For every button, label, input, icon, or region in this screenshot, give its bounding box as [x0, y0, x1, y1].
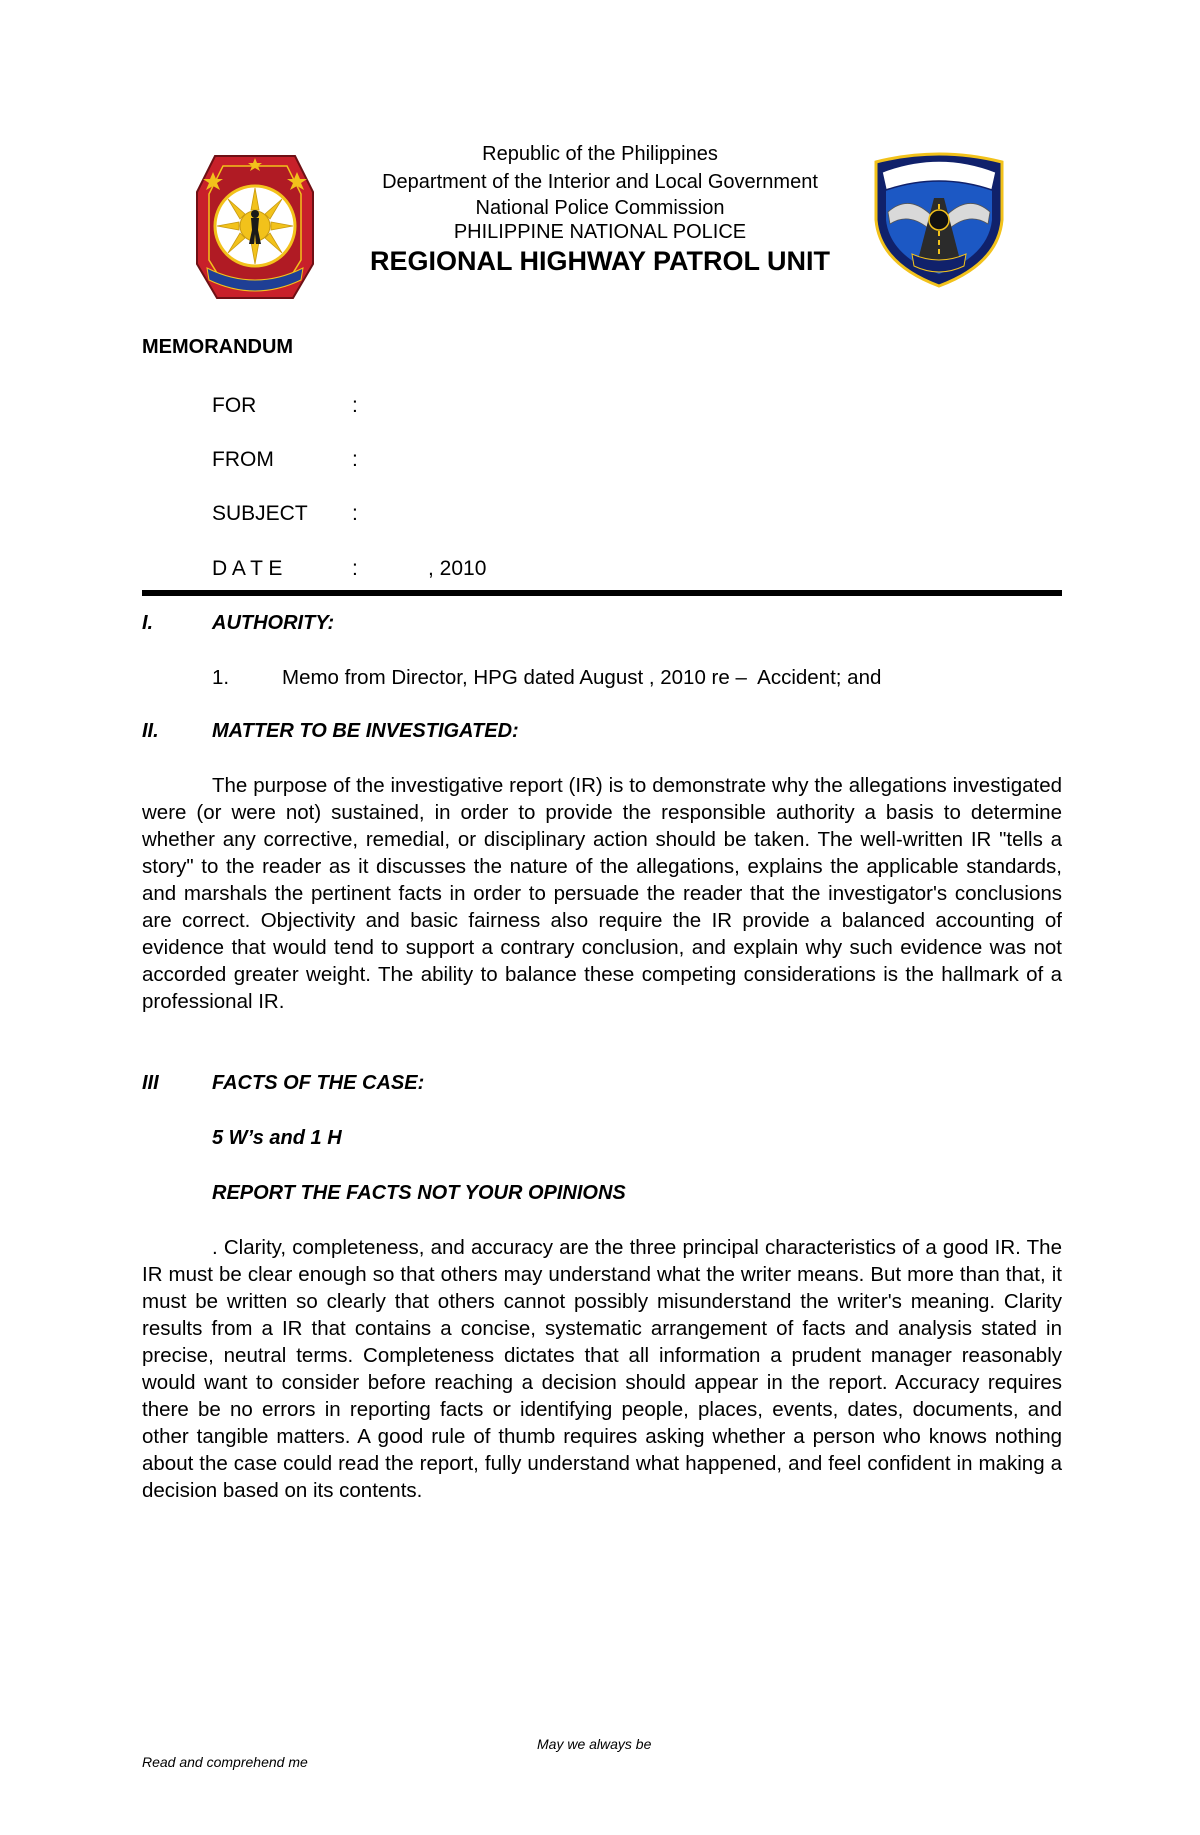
- section-matter-title: MATTER TO BE INVESTIGATED:: [212, 720, 519, 742]
- header-dilg: Department of the Interior and Local Government: [382, 171, 818, 193]
- footer-center-text: May we always be: [537, 1736, 652, 1752]
- facts-subheading-5w1h: 5 W’s and 1 H: [212, 1127, 342, 1149]
- memo-title: MEMORANDUM: [142, 336, 294, 358]
- field-colon-subject: :: [352, 502, 358, 525]
- field-value-date: , 2010: [428, 557, 487, 580]
- pnp-seal-icon: [193, 152, 317, 302]
- field-label-for: FOR: [212, 394, 257, 417]
- section-facts-number: III: [142, 1072, 159, 1094]
- authority-item-text: Memo from Director, HPG dated August , 2010 re – Accident; and: [282, 666, 882, 689]
- facts-subheading-report: REPORT THE FACTS NOT YOUR OPINIONS: [212, 1182, 626, 1204]
- field-label-from: FROM: [212, 448, 274, 471]
- hpg-shield-icon: [868, 150, 1010, 290]
- field-colon-for: :: [352, 394, 358, 417]
- header-divider: [142, 590, 1062, 596]
- section-authority-title: AUTHORITY:: [212, 612, 335, 634]
- field-colon-from: :: [352, 448, 358, 471]
- header-unit-title: REGIONAL HIGHWAY PATROL UNIT: [369, 246, 831, 276]
- header-napolcom: National Police Commission: [475, 197, 725, 219]
- authority-item-number: 1.: [212, 666, 230, 689]
- section-facts-title: FACTS OF THE CASE:: [212, 1072, 425, 1094]
- section-matter-paragraph: The purpose of the investigative report (IR) is to demonstrate why the allegations investigated were (or were not) sustained, in order to provide the responsible authority a basis to determine whether any corrective, remedial, or disciplinary action should be taken. The well-written IR "tells a story" to the reader as it discusses the nature of the allegations, explains the applicable standards, and marshals the pertinent facts in order to persuade the reader that the investigator's conclusions are correct. Objectivity and basic fairness also require the IR provide a balanced accounting of evidence that would tend to support a contrary conclusion, and explain why such evidence was not accorded greater weight. The ability to balance these competing considerations is the hallmark of a professional IR.: [142, 774, 1062, 1013]
- field-label-date: D A T E: [212, 557, 283, 580]
- header-republic: Republic of the Philippines: [482, 143, 718, 165]
- section-authority-number: I.: [142, 612, 154, 634]
- section-matter-number: II.: [142, 720, 159, 742]
- section-facts-paragraph: . Clarity, completeness, and accuracy are the three principal characteristics of a good IR. The IR must be clear enough so that others may understand what the writer means. But more than that, it must be written so clearly that others cannot possibly misunderstand the writer's meaning. Clarity results from a IR that contains a concise, systematic arrangement of facts and analysis stated in precise, neutral terms. Completeness dictates that all information a prudent manager reasonably would want to consider before reaching a decision should appear in the report. Accuracy requires there be no errors in reporting facts or identifying people, places, events, dates, documents, and other tangible matters. A good rule of thumb requires asking whether a person who knows nothing about the case could read the report, fully understand what happened, and feel confident in making a decision based on its contents.: [142, 1236, 1062, 1502]
- field-colon-date: :: [352, 557, 358, 580]
- footer-left-text: Read and comprehend me: [142, 1754, 308, 1770]
- field-label-subject: SUBJECT: [212, 502, 308, 525]
- header-pnp: PHILIPPINE NATIONAL POLICE: [453, 221, 747, 243]
